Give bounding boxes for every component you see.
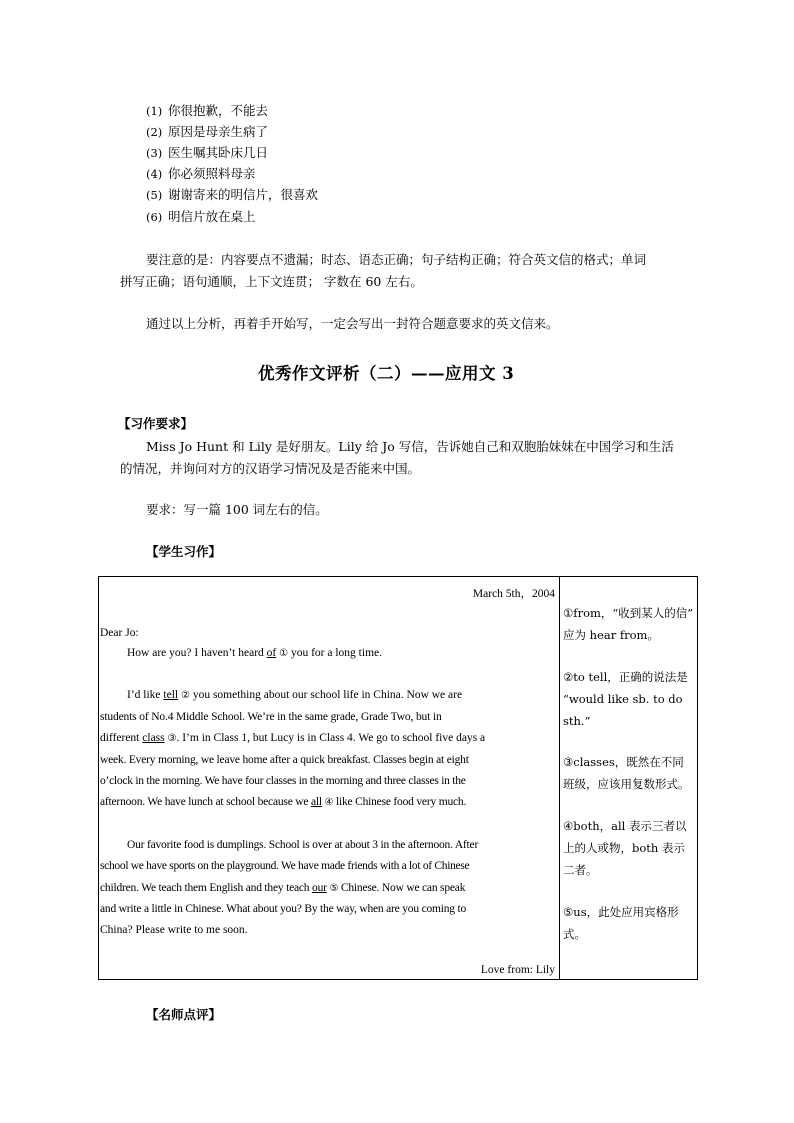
correction-note: ④both，all 表示三者以 上的人或物，both 表示 二者。 [563,819,687,877]
error-marker: ⑤ [329,883,339,894]
outline-text: 医生嘱其卧床几日 [168,145,269,160]
outline-item [146,207,256,225]
correction-note: ⑤us，此处应用宾格形 式。 [563,905,679,941]
letter-greeting: Dear Jo: [100,627,139,639]
letter-line: Our favorite food is dumplings. School is over at about 3 in the afternoon. After [127,839,479,851]
outline-item [146,101,268,119]
error-word: all [310,796,322,808]
letter-line: I’d like tell ② you something about our school life in China. Now we are [127,689,463,701]
error-word: our [312,882,327,894]
letter-line: and write a little in Chinese. What about you? By the way, when are you coming to [100,903,467,915]
letter-line: o’clock in the morning. We have four classes in the morning and three classes in the [100,775,466,787]
outline-item [146,185,318,203]
outline-number: (1) [146,104,163,118]
notice-line-2: 拼写正确；语句通顺，上下文连贯； 字数在 60 左右。 [120,274,423,289]
error-word: of [266,647,277,659]
outline-number: (2) [146,125,163,139]
outline-item [146,143,268,161]
requirement-line-1: Miss Jo Hunt 和 Lily 是好朋友。Lily 给 Jo 写信，告诉她自己和双胞胎妹妹在中国学习和生活 [146,439,674,454]
correction-note: ①from，“收到某人的信” 应为 hear from。 [563,606,694,642]
outline-item [146,122,268,140]
notice-line-1: 要注意的是：内容要点不遗漏；时态、语态正确；句子结构正确；符合英文信的格式；单词 [146,252,647,267]
error-marker: ④ [324,797,334,808]
error-marker: ③ [167,733,177,744]
outline-number: (6) [146,210,163,224]
error-marker: ① [279,648,289,659]
outline-text: 原因是母亲生病了 [168,124,269,139]
letter-line: different class ③. I’m in Class 1, but Lucy is in Class 4. We go to school five days a [100,732,486,744]
letter-line: How are you? I haven’t heard of ① you for a long time. [127,647,382,659]
letter-line: week. Every morning, we leave home after a quick breakfast. Classes begin at eight [100,754,469,766]
outline-number: (5) [146,188,163,202]
closing-advice: 通过以上分析，再着手开始写，一定会写出一封符合题意要求的英文信来。 [146,316,559,331]
letter-line: school we have sports on the playground. We have made friends with a lot of Chinese [100,860,470,872]
outline-number: (3) [146,146,163,160]
teacher-heading: 【名师点评】 [146,1007,222,1022]
error-word: tell [163,689,179,701]
letter-line: students of No.4 Middle School. We’re in the same grade, Grade Two, but in [100,711,442,723]
letter-signoff: Love from: Lily [480,964,555,976]
letter-line: China? Please write to me soon. [100,924,248,936]
essay-table [98,576,698,980]
letter-date: March 5th，2004 [472,588,555,600]
letter-line: afternoon. We have lunch at school because we all ④ like Chinese food very much. [100,796,467,808]
outline-text: 明信片放在桌上 [168,209,256,224]
correction-note: ②to tell，正确的说法是 “would like sb. to do sth.” [563,670,688,728]
requirement-heading: 【习作要求】 [118,416,194,431]
outline-text: 你必须照料母亲 [168,166,256,181]
letter-line: children. We teach them English and they teach our ⑤ Chinese. Now we can speak [100,882,466,894]
correction-note: ③classes，既然在不同 班级，应该用复数形式。 [563,755,690,791]
outline-item [146,164,256,182]
requirement-line-2: 的情况，并询问对方的汉语学习情况及是否能来中国。 [120,461,421,476]
notes-cell [560,577,698,980]
page-title: 优秀作文评析（二）——应用文 3 [258,364,515,383]
student-heading: 【学生习作】 [146,544,222,559]
error-marker: ② [180,690,190,701]
outline-number: (4) [146,167,163,181]
outline-text: 你很抱歉，不能去 [168,103,269,118]
letter-cell [99,577,560,980]
error-word: class [142,732,165,744]
outline-text: 谢谢寄来的明信片，很喜欢 [168,187,319,202]
requirement-task: 要求：写一篇 100 词左右的信。 [146,502,328,517]
